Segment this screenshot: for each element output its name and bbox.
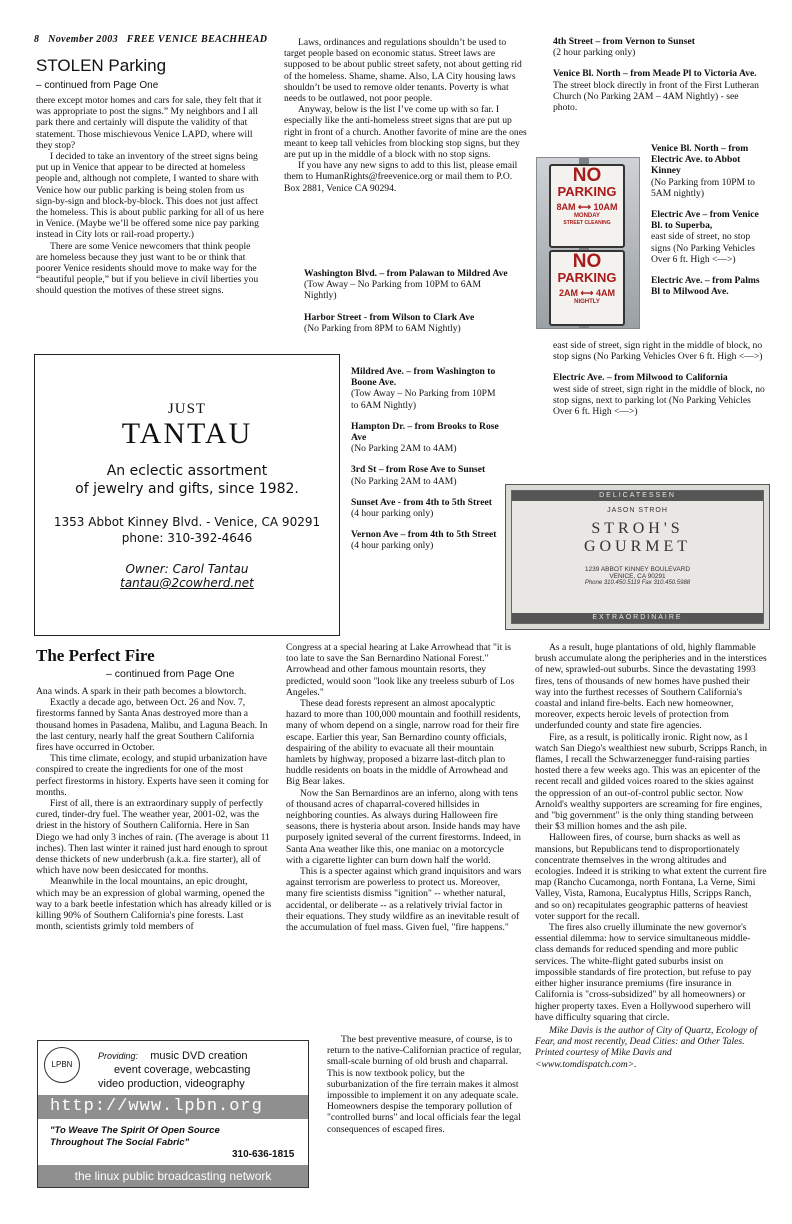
paragraph: Laws, ordinances and regulations shouldn’t be used to target people based on economic status. Street laws are supposed to be about public street safety, not about getting rid of the homeless. Shame, shame. Also, LA City housing laws shouldn’t be used to remove older tenants. Poverty is what needs to be outlawed, not poor people.	[284, 37, 522, 105]
fire-column-1	[36, 686, 272, 932]
deli-person: JASON STROH	[607, 507, 668, 514]
ad-tagline-2: of jewelry and gifts, since 1982.	[75, 481, 299, 497]
paragraph: If you have any new signs to add to this list, please email them to HumanRights@freevenice.org or mail them to P.O. Box 2881, Venice CA 90294.	[284, 160, 518, 194]
list-item: Electric Ave. – from Milwood to California west side of street, sign right in the middle of block, no stop signs, next to parking lot (No Parking Vehicles Over 6 ft. High <—>)	[553, 372, 765, 418]
deli-phone: Phone 310.450.5119 Fax 310.450.5988	[584, 580, 691, 586]
paragraph: As a result, huge plantations of old, highly flammable brush accumulate along the peripheries and in the interstices of new, sprawled-out suburbs. Since the devastating 1993 fires, tens of thousands of new homes have pushed their way into the furthest recesses of Southern California's coastal and inland fire-belts. Each new homeowner, moreover, expects heroic levels of protection from underfunded county and state fire agencies.	[535, 642, 767, 732]
parking-signs-photo	[536, 157, 640, 329]
ad-tantau-name: TANTAU	[121, 417, 253, 450]
deli-address-1: 1239 ABBOT KINNEY BOULEVARD	[584, 566, 691, 573]
fire-column-2b	[327, 1034, 523, 1135]
ad-email[interactable]: tantau@2cowherd.net	[120, 576, 254, 590]
lpbn-logo: LPBN	[44, 1047, 80, 1083]
list-item: Vernon Ave – from 4th to 5th Street (4 hour parking only)	[351, 529, 497, 552]
paragraph: There are some Venice newcomers that think people are homeless because they just want to be or think that poorer Venice residents should move to make way for the “beautiful people,” but if you believe in civil liberties you should question the motives of these street signs.	[36, 240, 259, 297]
author-credit: Mike Davis is the author of City of Quartz, Ecology of Fear, and most recently, Dead Cities: and Other Tales. Printed courtesy of Mike Davis and <www.tomdispatch.com>.	[535, 1024, 758, 1070]
fire-column-3	[535, 642, 767, 1070]
stolen-title: STOLEN Parking	[36, 56, 167, 75]
sign-list-c	[553, 36, 763, 123]
sign-list-e	[553, 340, 765, 427]
lpbn-url[interactable]: http://www.lpbn.org	[38, 1095, 309, 1119]
list-item: Electric Ave. – from Palms Bl to Milwood Ave.	[651, 275, 760, 298]
paragraph: Meanwhile in the local mountains, an epic drought, which may be an expression of global warming, opened the way to a bark beetle infestation which has already killed or is killing 90% of Southern California's pine forests. Last month, scientists grimly told members of	[36, 876, 272, 933]
fire-column-2	[286, 642, 522, 933]
list-item: Hampton Dr. – from Brooks to Rose Ave (No Parking 2AM to 4AM)	[351, 420, 499, 455]
tantau-ad	[34, 354, 340, 636]
sign-list-b	[351, 366, 499, 562]
lpbn-services: Providing: music DVD creation event coverage, webcasting video production, videography	[98, 1050, 251, 1090]
lpbn-phone: 310-636-1815	[232, 1149, 295, 1160]
list-item: 3rd St – from Rose Ave to Sunset (No Parking 2AM to 4AM)	[351, 464, 486, 487]
list-item: Venice Bl. North – from Meade Pl to Victoria Ave. The street block directly in front of the First Lutheran Church (No Parking 2AM – 4AM Nightly) - see photo.	[553, 68, 759, 114]
list-item: Electric Ave – from Venice Bl. to Superba, east side of street, no stop signs (No Parking Vehicles Over 6 ft. High <—>)	[651, 209, 759, 265]
issue-date: November 2003	[48, 34, 119, 45]
stolen-column-2	[284, 37, 529, 194]
paragraph: I decided to take an inventory of the street signs being put up in Venice that appear to be directed at homeless people and, although not complete, I wanted to share with Venice how our public parking is being stolen from us sign-by-sign and block-by-block. This does not just affect the homeless. This is about public parking for all of us here in Venice. (Maybe we’ll be offered some nice pay parking instead in City lots or rail-road property.)	[36, 151, 264, 241]
no-parking-sign-1: NO PARKING 8AM ⟷ 10AM MONDAY STREET CLEANING	[549, 164, 625, 248]
list-item: Venice Bl. North – from Electric Ave. to Abbot Kinney (No Parking from 10PM to 5AM nightly)	[651, 143, 755, 199]
paragraph: Anyway, below is the list I’ve come up with so far. I especially like the anti-homeless street signs that are put up right in front of a church. Another favorite of mine are the ones meant to keep tall vehicles from blocking stop signs, but they are put up in the middle of a block with no stop signs.	[284, 104, 527, 161]
lpbn-slogan: "To Weave The Spirit Of Open Source Throughout The Social Fabric"	[50, 1125, 220, 1148]
strohs-ad	[505, 484, 770, 630]
lpbn-footer: the linux public broadcasting network	[38, 1165, 308, 1187]
paragraph: The best preventive measure, of course, is to return to the native-Californian practice of regular, small-scale burning of old brush and chaparral. This is now textbook policy, but the suburbanization of the fire terrain makes it almost impossible to implement it on any adequate scale. Homeowners despise the temporary pollution of "controlled burns" and local officials fear the legal consequences of escaped fires.	[327, 1034, 522, 1135]
ad-just: JUST	[167, 401, 207, 417]
paragraph: Halloween fires, of course, burn shacks as well as mansions, but Republicans tend to disproportionately concentrate themselves in the wrong altitudes and ecologies. Indeed it is striking to what extent the current fire map (Rancho Cucamonga, north Fontana, La Verne, Simi Valley, Vista, Ramona, Eucalyptus Hills, Scripps Ranch, and so on) recapitulates geographic patterns of heaviest voter support for the recall.	[535, 832, 767, 922]
paragraph: These dead forests represent an almost apocalyptic hazard to more than 100,000 mountain and foothill residents, many of whom depend on a single, narrow road for their fire escape. Earlier this year, San Bernardino county officials, despairing of the ability to evacuate all their mountain hamlets by highway, proposed a bizarre last-ditch plan to huddle residents on boats in the middle of Arrowhead and Big Bear lakes.	[286, 698, 521, 788]
deli-bottom: EXTRAORDINAIRE	[512, 613, 763, 623]
paragraph: there except motor homes and cars for sale, they felt that it was appropriate to post the signs.” My neighbors and I all park there and certainly will dispute the validity of that statement. Those mischievous Venice LAPD, where will they stop?	[36, 95, 262, 151]
list-item-continued: east side of street, sign right in the middle of block, no stop signs (No Parking Vehicles Over 6 ft. High <—>)	[553, 340, 763, 363]
paragraph: Exactly a decade ago, between Oct. 26 and Nov. 7, firestorms fanned by Santa Anas destroyed more than a thousand homes in Pasadena, Malibu, and Laguna Beach. In the last century, nearly half the great Southern California fires have occurred in October.	[36, 697, 268, 754]
stolen-column-1	[36, 95, 264, 297]
paragraph: The fires also cruelly illuminate the new governor's essential dilemma: how to service simultaneous middle-class demands for reduced spending and more public services. The white-flight gated suburbs insist on impossible standards of fire protection, but refuse to pay either higher insurance premiums (fire insurance in California is "cross-subsidized" by all homeowners) or higher property taxes. Even a Hollywood superhero will have difficulty squaring that circle.	[535, 922, 752, 1023]
paper-name: FREE VENICE BEACHHEAD	[126, 34, 268, 45]
paragraph: First of all, there is an extraordinary supply of perfectly cured, tinder-dry fuel. The weather year, 2001-02, was the driest in the history of Southern California. Here in San Diego we had only 3 inches of rain. (The average is about 11 inches). Then last winter it rained just hard enough to sprout dense thickets of new underbrush (a.k.a. fire starter), all of which have now been desiccated for months.	[36, 798, 270, 877]
deli-top: DELICATESSEN	[512, 491, 763, 501]
ad-tagline-1: An eclectic assortment	[106, 463, 268, 479]
paragraph: Congress at a special hearing at Lake Arrowhead that "it is too late to save the San Bernardino National Forest." Arrowhead and other famous mountain resorts, they predicted, would soon "look like any treeless suburb of Los Angeles."	[286, 642, 515, 698]
paragraph: This is a specter against which grand inquisitors and wars against terrorism are powerless to protect us. Moreover, many fire scientists dismiss "ignition" -- whether natural, accidental, or deliberate -- as a relatively trivial factor in their equations. They study wildfire as an inevitable result of the accumulation of fuel mass. Given fuel, "fire happens."	[286, 866, 522, 934]
list-item: 4th Street – from Vernon to Sunset (2 hour parking only)	[553, 36, 695, 59]
deli-address-2: VENICE, CA 90291	[609, 573, 666, 580]
fire-continued: – continued from Page One	[106, 668, 235, 680]
paragraph: Ana winds. A spark in their path becomes a blowtorch.	[36, 686, 247, 697]
deli-name-2: GOURMET	[583, 538, 692, 555]
list-item: Harbor Street - from Wilson to Clark Ave (No Parking from 8PM to 6AM Nightly)	[304, 311, 475, 334]
list-item: Washington Blvd. – from Palawan to Mildred Ave (Tow Away – No Parking from 10PM to 6AM Nightly)	[304, 268, 508, 302]
page-number: 8	[34, 34, 40, 45]
paragraph: Now the San Bernardinos are an inferno, along with tens of thousand acres of chaparral-covered hillsides in neighboring counties. As always during Halloween fire seasons, there is hysteria about arson. Inside hands may have purposely ignited several of the current firestorms. Indeed, in Santa Ana weather like this, one maniac on a motorcycle with a cigarette lighter can burn down half the world.	[286, 787, 521, 866]
paragraph: This time climate, ecology, and stupid urbanization have conspired to create the ingredients for one of the most perfect firestorms in history. Experts have seen it coming for months.	[36, 753, 269, 798]
sign-list-d	[651, 143, 766, 297]
lpbn-ad	[37, 1040, 309, 1188]
page-header	[34, 34, 294, 45]
fire-title: The Perfect Fire	[36, 646, 155, 665]
ad-owner: Owner: Carol Tantau	[125, 562, 249, 576]
stolen-continued: – continued from Page One	[36, 80, 159, 91]
ad-phone: phone: 310-392-4646	[121, 531, 253, 545]
paragraph: Fire, as a result, is politically ironic. Right now, as I watch San Diego's wealthiest new suburb, Scripps Ranch, in flames, I recall the Schwarzenegger fund-raising parties hosted there a few weeks ago. This was an epicenter of the recent recall and gilded voices roared to the skies against the oppression of an out-of-control public sector. Now Arnold's wealthy supporters are screaming for fire engines, and "big government" is the only thing standing between their $3 million homes and the ash pile.	[535, 731, 767, 833]
list-item: Mildred Ave. – from Washington to Boone Ave. (Tow Away – No Parking from 10PM to 6AM Nightly)	[351, 366, 496, 411]
deli-name-1: STROH'S	[591, 520, 684, 537]
no-parking-sign-2: NO PARKING 2AM ⟷ 4AM NIGHTLY	[549, 250, 625, 326]
ad-address: 1353 Abbot Kinney Blvd. - Venice, CA 90291	[53, 515, 321, 529]
sign-list-a	[304, 268, 509, 344]
list-item: Sunset Ave - from 4th to 5th Street (4 hour parking only)	[351, 496, 492, 520]
